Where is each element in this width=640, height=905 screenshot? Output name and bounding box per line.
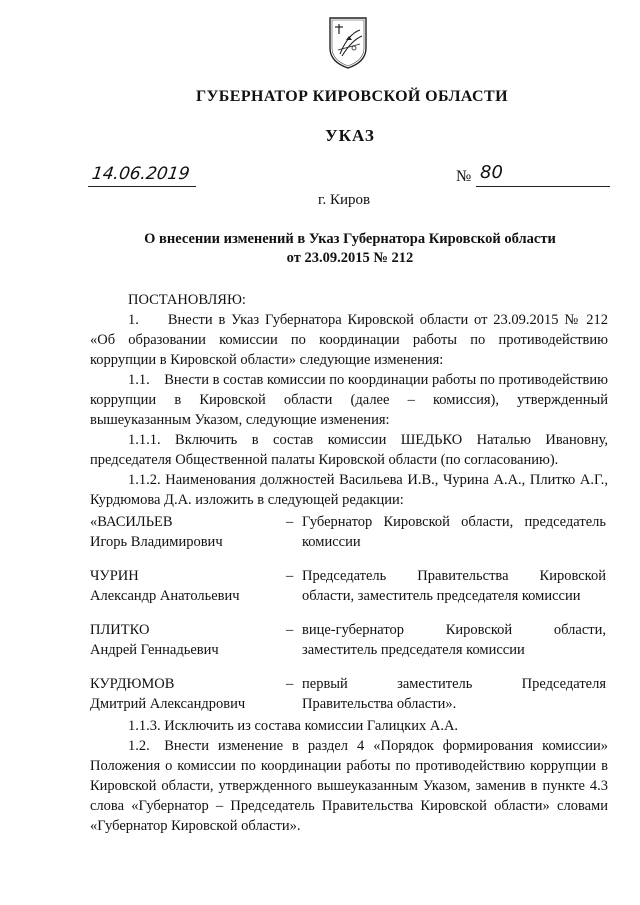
member-surname: ПЛИТКО (90, 622, 150, 638)
subject-line-2: от 23.09.2015 № 212 (286, 250, 414, 266)
document-date: 14.06.2019 (90, 164, 191, 184)
authority-title: ГУБЕРНАТОР КИРОВСКОЙ ОБЛАСТИ (196, 88, 508, 105)
member-dash: – (286, 622, 294, 638)
member-given-name: Игорь Владимирович (90, 534, 223, 550)
member-position: Губернатор Кировской области, председатель комиссии (302, 514, 606, 550)
member-surname: КУРДЮМОВ (90, 676, 175, 692)
member-position: первый заместитель Председателя Правительства области». (302, 676, 606, 712)
document-tail (90, 716, 608, 836)
coat-of-arms-emblem (326, 14, 370, 70)
paragraph-1-1-1: 1.1.1. Включить в состав комиссии ШЕДЬКО Наталью Ивановну, председателя Общественной палаты Кировской области (по согласованию). (90, 432, 608, 468)
subject-line-1: О внесении изменений в Указ Губернатора Кировской области (144, 231, 556, 247)
member-surname: ЧУРИН (90, 568, 139, 584)
paragraph-1: 1. Внести в Указ Губернатора Кировской области от 23.09.2015 № 212 «Об образовании комиссии по координации работы по противодействию коррупции в Кировской области» следующие изменения: (90, 312, 608, 368)
member-given-name: Андрей Геннадьевич (90, 642, 219, 658)
member-dash: – (286, 676, 294, 692)
member-surname: «ВАСИЛЬЕВ (90, 514, 173, 530)
member-entry (90, 620, 608, 660)
member-dash: – (286, 568, 294, 584)
decree-word: ПОСТАНОВЛЯЮ: (128, 292, 246, 308)
document-number: 80 (480, 162, 503, 183)
member-dash: – (286, 514, 294, 530)
paragraph-1-1-2: 1.1.2. Наименования должностей Васильева И.В., Чурина А.А., Плитко А.Г., Курдюмова Д.А. изложить в следующей редакции: (90, 472, 608, 508)
member-entry (90, 512, 608, 552)
city-label: г. Киров (318, 192, 371, 208)
number-label: № (456, 168, 472, 185)
paragraph-1-2: 1.2. Внести изменение в раздел 4 «Порядок формирования комиссии» Положения о комиссии по координации работы по противодействию коррупции в Кировской области, утвержденного вышеуказанным Указом, заменив в пункте 4.3 слова «Губернатор – Председатель Правительства Кировской области» словами «Губернатор Кировской области». (90, 738, 608, 834)
member-given-name: Александр Анатольевич (90, 588, 240, 604)
member-entry (90, 566, 608, 606)
paragraph-1-1: 1.1. Внести в состав комиссии по координации работы по противодействию коррупции в Кировской области (далее – комиссия), утвержденный вышеуказанным Указом, следующие изменения: (90, 372, 608, 428)
document-subject (120, 230, 580, 268)
member-position: вице-губернатор Кировской области, заместитель председателя комиссии (302, 622, 606, 658)
member-entry (90, 674, 608, 714)
member-position: Председатель Правительства Кировской области, заместитель председателя комиссии (302, 568, 606, 604)
paragraph-1-1-3: 1.1.3. Исключить из состава комиссии Галицких А.А. (128, 718, 459, 734)
members-list (90, 512, 608, 728)
document-body (90, 290, 608, 510)
document-type-title: УКАЗ (325, 126, 375, 145)
member-given-name: Дмитрий Александрович (90, 696, 246, 712)
